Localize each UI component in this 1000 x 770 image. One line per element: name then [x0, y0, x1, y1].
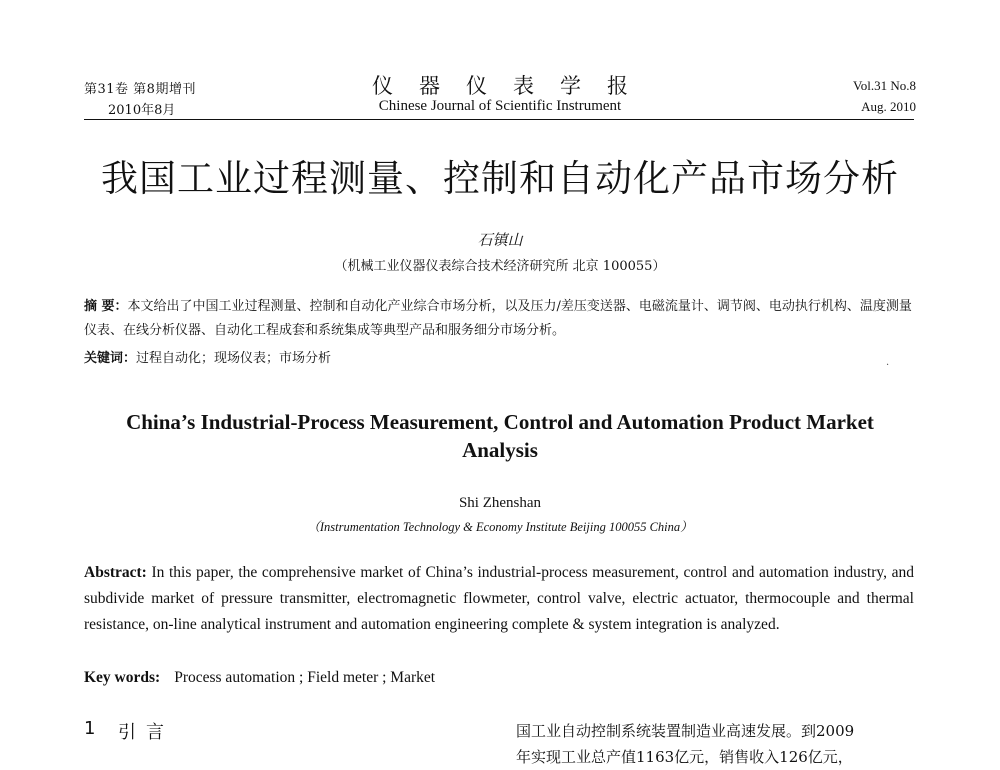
section-number: 1	[84, 718, 96, 739]
author-name-cn: 石镇山	[477, 231, 523, 249]
body-text-right-column	[516, 718, 916, 770]
header-rule	[84, 119, 914, 120]
author-name-en: Shi Zhenshan	[458, 495, 542, 511]
keywords-en-text: Process automation ; Field meter ; Market	[174, 669, 436, 686]
keywords-cn	[84, 347, 914, 371]
header-volume-issue: 第31卷 第8期增刊	[84, 82, 196, 97]
journal-name-en: Chinese Journal of Scientific Instrument	[378, 98, 622, 114]
body-line: 国工业自动控制系统装置制造业高速发展。到2009	[516, 722, 855, 740]
abstract-en	[84, 560, 914, 638]
body-line: 年实现工业总产值1163亿元，销售收入126亿元，	[516, 748, 853, 766]
stray-dot: ·	[886, 360, 890, 371]
abstract-cn	[84, 295, 914, 343]
abstract-en-label: Abstract:	[84, 564, 147, 581]
affiliation-cn: （机械工业仪器仪表综合技术经济研究所 北京 100055）	[334, 259, 666, 274]
abstract-cn-text: 本文给出了中国工业过程测量、控制和自动化产业综合市场分析，以及压力/差压变送器、电磁流量计、调节阀、电动执行机构、温度测量仪表、在线分析仪器、自动化工程成套和系统集成等典型产品和服务细分市场分析。	[84, 299, 912, 338]
journal-name-cn: 仪器仪表学报	[372, 74, 654, 98]
paper-title-cn: 我国工业过程测量、控制和自动化产品市场分析	[101, 157, 899, 200]
keywords-cn-label: 关键词：	[84, 351, 137, 366]
header-date-cn: 2010年8月	[108, 103, 176, 118]
section-title: 引言	[118, 722, 174, 743]
header-date-en: Aug. 2010	[861, 99, 916, 114]
keywords-cn-text: 过程自动化；现场仪表；市场分析	[136, 351, 332, 366]
keywords-en-label: Key words:	[84, 669, 161, 686]
affiliation-en: （Instrumentation Technology & Economy Institute Beijing 100055 China）	[307, 520, 693, 534]
paper-title-en: China’s Industrial-Process Measurement, Control and Automation Product Market Analysis	[126, 410, 874, 462]
header-volume-en: Vol.31 No.8	[853, 78, 916, 93]
abstract-en-text: In this paper, the comprehensive market of China’s industrial-process measurement, control and automation industry, and subdivide market of pressure transmitter, electromagnetic flowmeter, control valve, electric actuator, thermocouple and thermal resistance, on-line analytical instrument and automation engineering complete & system integration is analyzed.	[84, 564, 915, 633]
abstract-cn-label: 摘 要：	[84, 299, 128, 314]
keywords-en	[84, 669, 435, 687]
